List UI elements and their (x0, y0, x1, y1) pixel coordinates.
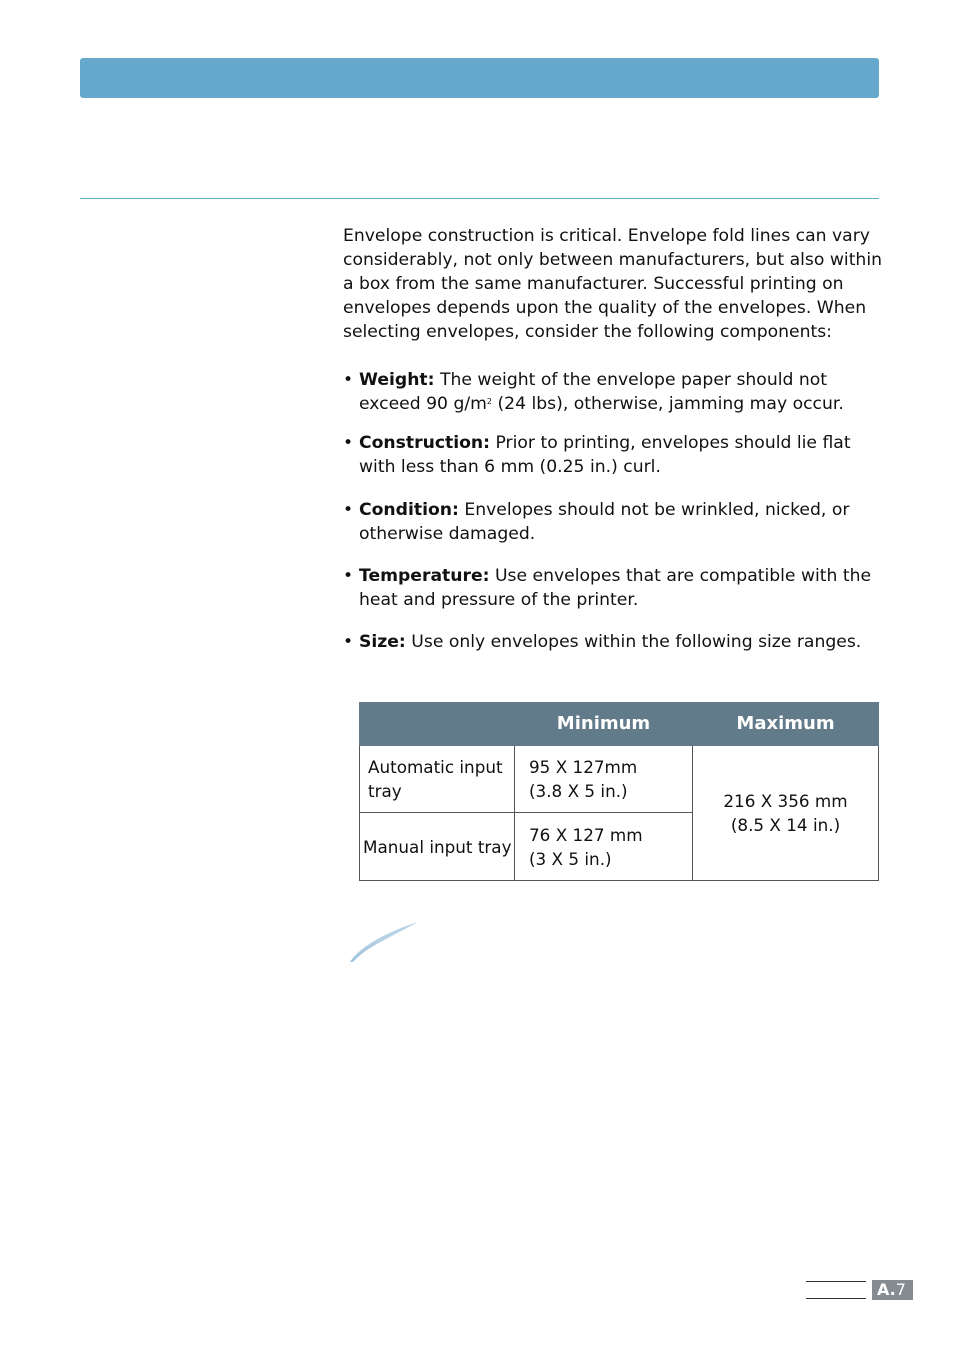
weight-label: Weight: (359, 370, 435, 390)
row-label: Manual input tray (360, 813, 515, 881)
condition-label: Condition: (359, 500, 459, 520)
page-number-badge (872, 1280, 913, 1300)
header-minimum: Minimum (515, 703, 693, 746)
min-size-mm: 76 X 127 mm (529, 824, 643, 845)
header-empty (360, 703, 515, 746)
envelope-size-table (359, 702, 879, 881)
weight-text-after: (24 lbs), otherwise, jamming may occur. (491, 394, 844, 414)
list-item-weight (343, 368, 888, 416)
list-item-condition (343, 498, 888, 546)
table-row (360, 746, 879, 813)
bullet-icon: • (343, 370, 354, 390)
header-maximum: Maximum (693, 703, 879, 746)
list-item-construction (343, 431, 888, 479)
table-header-row (360, 703, 879, 746)
weight-text-before: The weight of the envelope paper should not exceed 90 g/m (359, 370, 828, 414)
temperature-label: Temperature: (359, 566, 490, 586)
maximum-cell (693, 746, 879, 881)
bullet-icon: • (343, 632, 354, 652)
minimum-cell (515, 813, 693, 881)
list-item-size (343, 630, 888, 654)
min-size-mm: 95 X 127mm (529, 757, 638, 777)
section-divider (80, 198, 879, 199)
construction-label: Construction: (359, 433, 491, 453)
condition-text: Envelopes should not be wrinkled, nicked, or otherwise damaged. (359, 500, 850, 544)
bullet-icon: • (343, 566, 354, 586)
row-label: Automatic input tray (360, 746, 515, 813)
max-size-in: (8.5 X 14 in.) (730, 815, 841, 835)
min-size-in: (3.8 X 5 in.) (529, 781, 628, 801)
page-number: 7 (895, 1280, 906, 1299)
bullet-icon: • (343, 433, 354, 453)
intro-paragraph: Envelope construction is critical. Envelope fold lines can vary considerably, not only between manufacturers, but also within a box from the same manufacturer. Successful printing on envelopes depends upon the quality of the envelopes. When selecting envelopes, consider the following components: (343, 226, 882, 342)
component-list (343, 368, 888, 654)
bullet-icon: • (343, 500, 354, 520)
construction-text: Prior to printing, envelopes should lie flat with less than 6 mm (0.25 in.) curl. (359, 433, 851, 477)
page-number-rule-top (806, 1281, 866, 1282)
note-swoosh-icon (346, 918, 422, 966)
minimum-cell (515, 746, 693, 813)
temperature-text: Use envelopes that are compatible with the heat and pressure of the printer. (359, 566, 872, 610)
max-size-mm: 216 X 356 mm (723, 791, 848, 811)
size-text: Use only envelopes within the following size ranges. (411, 632, 862, 652)
weight-superscript: 2 (486, 397, 492, 406)
list-item-temperature (343, 564, 888, 612)
size-label: Size: (359, 632, 406, 652)
min-size-in: (3 X 5 in.) (529, 848, 612, 869)
header-bar (80, 58, 879, 98)
page-number-prefix: A. (877, 1280, 896, 1299)
page-number-rule-bottom (806, 1298, 866, 1299)
